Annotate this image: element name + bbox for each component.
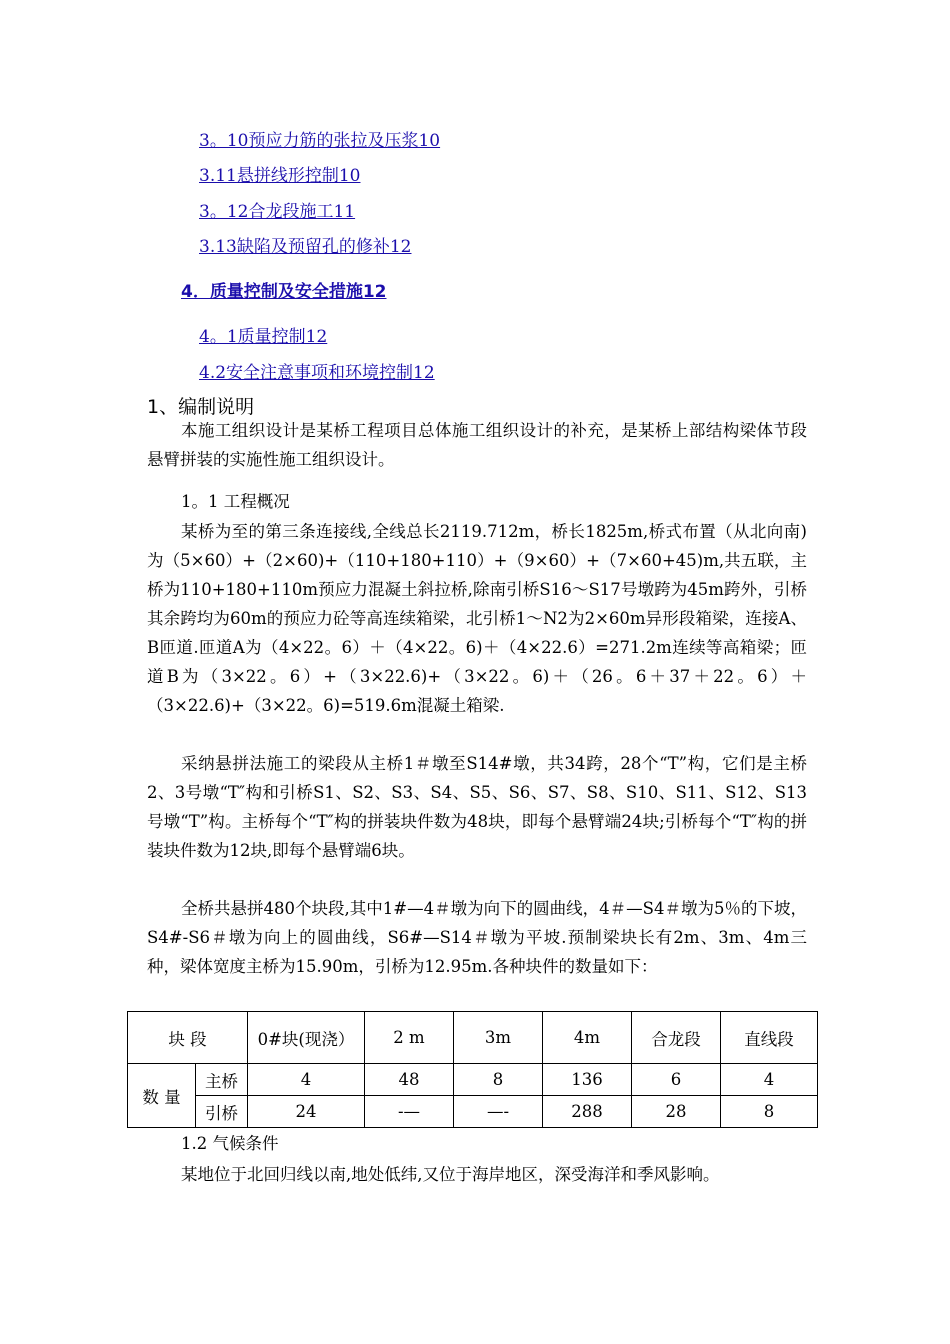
table-header-cell: 3m xyxy=(454,1012,543,1064)
climate-paragraph: 某地位于北回归线以南,地处低纬,又位于海岸地区，深受海洋和季风影响。 xyxy=(181,1165,720,1184)
table-row xyxy=(128,1096,818,1128)
table-cell: 48 xyxy=(365,1064,454,1096)
table-cell: —- xyxy=(454,1096,543,1128)
table-cell: 4 xyxy=(721,1064,818,1096)
table-header-row xyxy=(128,1012,818,1064)
toc-link-3-10[interactable]: 3。10预应力筋的张拉及压浆10 xyxy=(199,131,441,151)
subsection-title-climate: 1.2 气候条件 xyxy=(181,1134,279,1153)
construction-paragraph: 采纳悬拼法施工的梁段从主桥1＃墩至S14#墩，共34跨，28个“T”构，它们是主桥2、3号墩“T″构和引桥S1、S2、S3、S4、S5、S6、S7、S8、S10、S11、S12、S13号墩“T”构。主桥每个“T″构的拼装块件数为48块，即每个悬臂端24块;引桥每个“T″构的拼装块件数为12块,即每个悬臂端6块。 xyxy=(147,754,807,860)
table-header-label: 块 段 xyxy=(128,1012,248,1064)
table-header-cell: 合龙段 xyxy=(632,1012,721,1064)
overview-paragraph: 某桥为至的第三条连接线,全线总长2119.712m，桥长1825m,桥式布置（从北向南)为（5×60）+（2×60)+（110+180+110）+（9×60）+（7×60+45)m,共五联，主桥为110+180+110m预应力混凝土斜拉桥,除南引桥S16～S17号墩跨为45m跨外，引桥其余跨均为60m的预应力砼等高连续箱梁，北引桥1～N2为2×60m异形段箱梁，连接A、B匝道.匝道A为（4×22。6）＋（4×22。6)＋（4×22.6）=271.2m连续等高箱梁；匝道B为（3×22。6）+（3×22.6)+（3×22。6)＋（26。6＋37＋22。6）＋（3×22.6)+（3×22。6)=519.6m混凝土箱梁. xyxy=(147,522,807,715)
table-cell: 288 xyxy=(543,1096,632,1128)
table-header-cell: 直线段 xyxy=(721,1012,818,1064)
table-row xyxy=(128,1064,818,1096)
subsection-title-overview: 1。1 工程概况 xyxy=(181,492,290,511)
table-cell: 4 xyxy=(248,1064,365,1096)
table-row-label: 引桥 xyxy=(196,1096,248,1128)
table-cell: 136 xyxy=(543,1064,632,1096)
table-cell: 24 xyxy=(248,1096,365,1128)
table-cell: 6 xyxy=(632,1064,721,1096)
toc-link-4-1[interactable]: 4。1质量控制12 xyxy=(199,327,328,347)
table-header-cell: 0#块(现浇） xyxy=(248,1012,365,1064)
table-row-label: 主桥 xyxy=(196,1064,248,1096)
table-cell: -— xyxy=(365,1096,454,1128)
table-cell: 28 xyxy=(632,1096,721,1128)
block-quantity-table xyxy=(127,1011,818,1128)
toc-link-3-13[interactable]: 3.13缺陷及预留孔的修补12 xyxy=(199,237,412,257)
table-header-cell: 4m xyxy=(543,1012,632,1064)
table-cell: 8 xyxy=(454,1064,543,1096)
toc-link-3-12[interactable]: 3。12合龙段施工11 xyxy=(199,202,356,222)
toc-link-4-2[interactable]: 4.2安全注意事项和环境控制12 xyxy=(199,363,435,383)
intro-paragraph: 本施工组织设计是某桥工程项目总体施工组织设计的补充，是某桥上部结构梁体节段悬臂拼装的实施性施工组织设计。 xyxy=(147,421,807,469)
segments-paragraph: 全桥共悬拼480个块段,其中1#—4＃墩为向下的圆曲线，4＃—S4＃墩为5％的下坡，S4#-S6＃墩为向上的圆曲线，S6#—S14＃墩为平坡.预制梁块长有2m、3m、4m三种，梁体宽度主桥为15.90m，引桥为12.95m.各种块件的数量如下： xyxy=(147,899,807,976)
section-heading: 1、编制说明 xyxy=(147,396,255,418)
table-cell: 8 xyxy=(721,1096,818,1128)
table-header-cell: 2 m xyxy=(365,1012,454,1064)
toc-link-4[interactable]: 4．质量控制及安全措施12 xyxy=(181,282,387,302)
table-group-label: 数 量 xyxy=(128,1064,196,1128)
toc-link-3-11[interactable]: 3.11悬拼线形控制10 xyxy=(199,166,361,186)
